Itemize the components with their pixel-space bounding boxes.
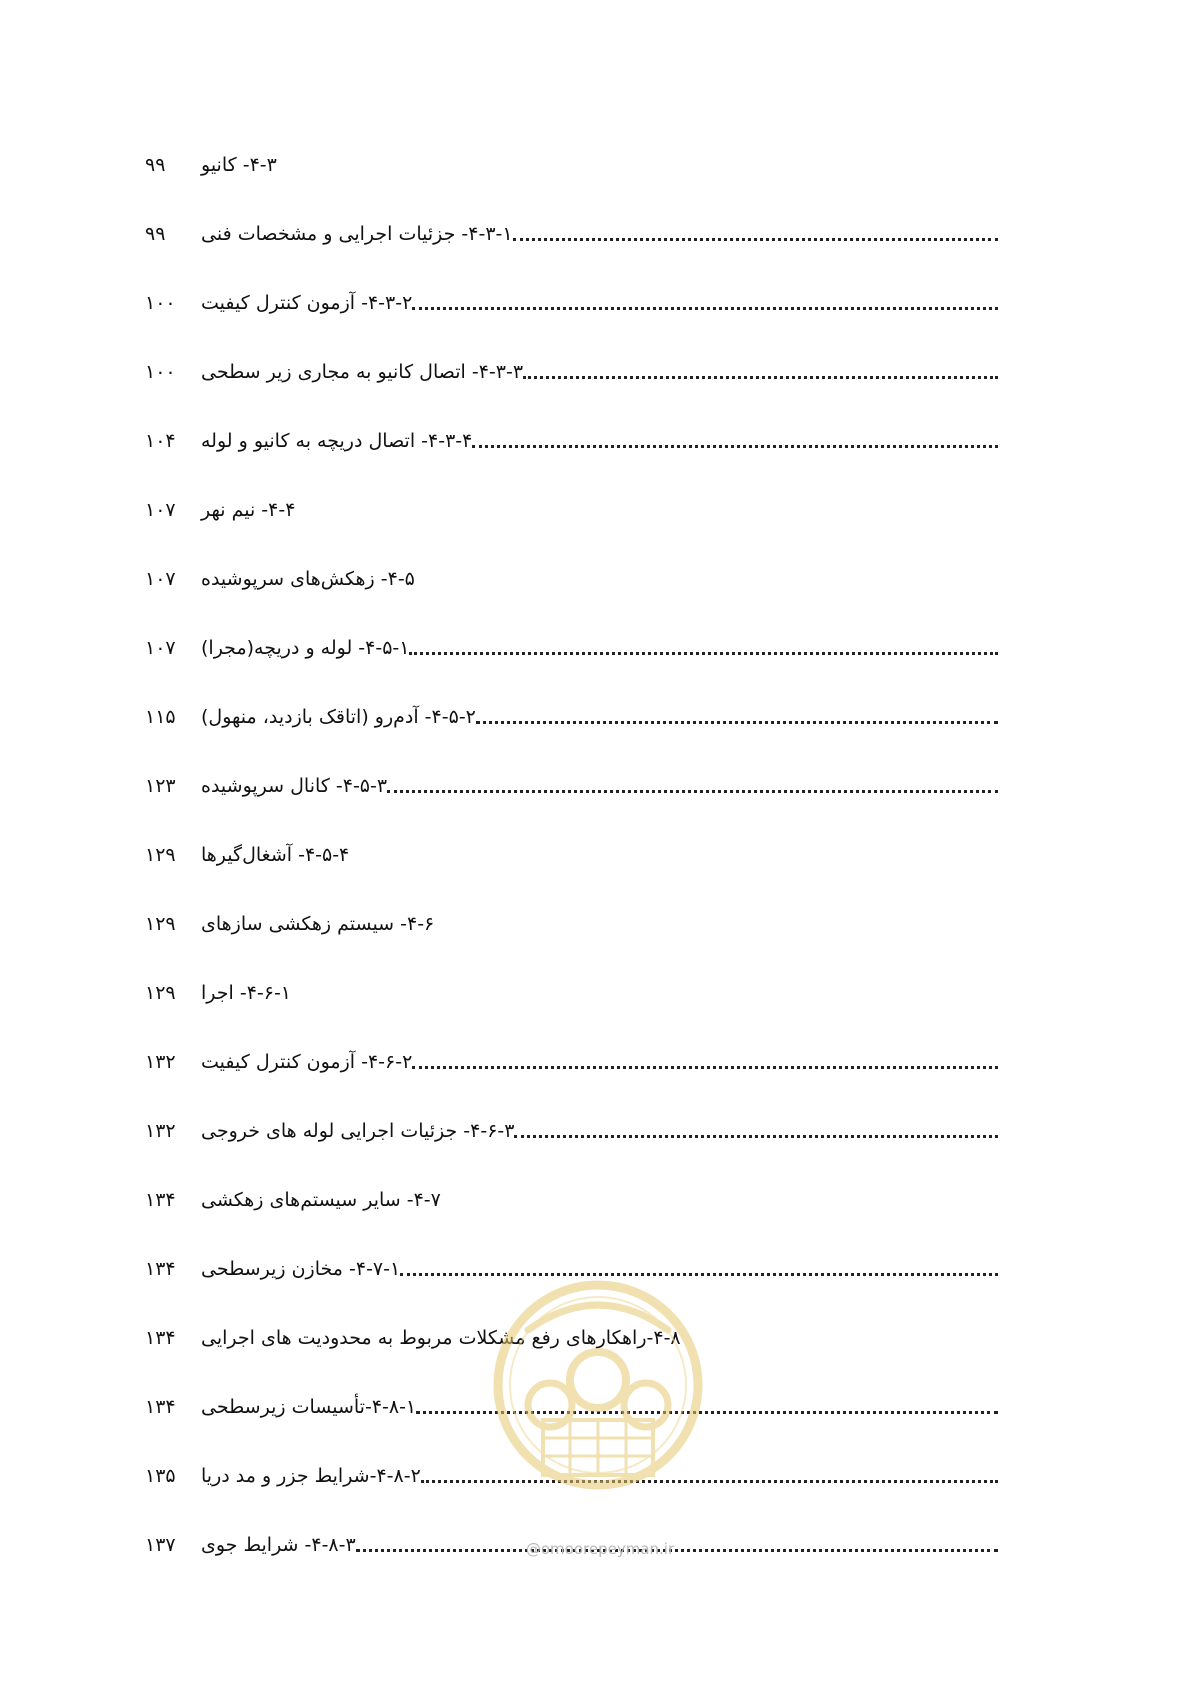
toc-entry-title-line <box>195 495 998 525</box>
dotted-leader <box>421 1480 998 1483</box>
toc-page-number: ۱۰۷ <box>145 499 176 521</box>
dotted-leader <box>513 238 998 241</box>
toc-page-number: ۱۳۵ <box>145 1465 176 1487</box>
toc-page-number: ۱۳۷ <box>145 1534 176 1556</box>
toc-entry-title-line <box>195 288 998 318</box>
toc-page-number: ۱۲۹ <box>145 913 176 935</box>
toc-entry <box>0 1303 1191 1372</box>
toc-page-number: ۱۳۴ <box>145 1396 176 1418</box>
toc-page-number: ۱۳۴ <box>145 1327 176 1349</box>
dotted-leader <box>412 1066 998 1069</box>
toc-entry-title-line <box>195 1254 998 1284</box>
toc-entry-title-line <box>195 771 998 801</box>
toc-entry-title-line <box>195 909 998 939</box>
toc-entry <box>0 337 1191 406</box>
toc-entry <box>0 1096 1191 1165</box>
toc-page-number: ۹۹ <box>145 223 166 245</box>
toc-page-number: ۱۳۴ <box>145 1258 176 1280</box>
toc-page-number: ۱۰۴ <box>145 430 176 452</box>
toc-entry-title-line <box>195 978 998 1008</box>
toc-entry <box>0 544 1191 613</box>
toc-entry <box>0 958 1191 1027</box>
toc-entry <box>0 1234 1191 1303</box>
toc-entry-title-line <box>195 1461 998 1491</box>
toc-entry-title-line <box>195 1047 998 1077</box>
watermark-url-text: omoorepeyman.ir <box>540 1540 675 1558</box>
toc-entry-title-line <box>195 840 998 870</box>
toc-entry <box>0 682 1191 751</box>
dotted-leader <box>409 652 998 655</box>
toc-entry-label: ۴-۶-۳- جزئیات اجرایی لوله های خروجی <box>201 1120 515 1142</box>
toc-entry-label: ۴-۳-۴- اتصال دریچه به کانیو و لوله <box>201 430 473 452</box>
toc-entry-label: ۴-۵-۳- کانال سرپوشیده <box>201 775 388 797</box>
toc-entry <box>0 475 1191 544</box>
toc-entry-title-line <box>195 219 998 249</box>
toc-entry-title-line <box>195 426 998 456</box>
dotted-leader <box>476 721 998 724</box>
toc-entry-title-line <box>195 1392 998 1422</box>
toc-entry-title-line <box>195 702 998 732</box>
toc-entry-label: ۴-۳-۳- اتصال کانیو به مجاری زیر سطحی <box>201 361 524 383</box>
toc-page-number: ۱۰۰ <box>145 292 176 314</box>
toc-page-number: ۱۲۹ <box>145 982 176 1004</box>
toc-entry-label: ۴-۶-۱- اجرا <box>201 982 292 1004</box>
toc-entry-label: ۴-۳- کانیو <box>201 154 277 176</box>
toc-entry-label: ۴-۸-۳- شرایط جوی <box>201 1534 356 1556</box>
toc-entry-label: ۴-۷-۱- مخازن زیرسطحی <box>201 1258 401 1280</box>
dotted-leader <box>387 790 998 793</box>
toc-entry-label: ۴-۳-۲- آزمون کنترل کیفیت <box>201 292 413 314</box>
toc-entry-label: ۴-۴- نیم نهر <box>201 499 296 521</box>
toc-entry-title-line <box>195 1116 998 1146</box>
toc-entry-title-line <box>195 564 998 594</box>
toc-entry <box>0 268 1191 337</box>
toc-page-number: ۱۳۲ <box>145 1120 176 1142</box>
toc-entry-title-line <box>195 1185 998 1215</box>
toc-entry <box>0 1027 1191 1096</box>
dotted-leader <box>514 1135 998 1138</box>
toc-entry-label: ۴-۸-۱-تأسیسات زیرسطحی <box>201 1396 417 1418</box>
toc-entry-title-line <box>195 633 998 663</box>
toc-page-number: ۹۹ <box>145 154 166 176</box>
toc-entry-label: ۴-۳-۱- جزئیات اجرایی و مشخصات فنی <box>201 223 513 245</box>
toc-entry <box>0 406 1191 475</box>
toc-entry-label: ۴-۸-راهکارهای رفع مشکلات مربوط به محدودیت های اجرایی <box>201 1327 681 1349</box>
toc-entry <box>0 199 1191 268</box>
toc-entry <box>0 889 1191 958</box>
dotted-leader <box>400 1273 998 1276</box>
toc-entry <box>0 613 1191 682</box>
dotted-leader <box>416 1411 998 1414</box>
toc-entry-title-line <box>195 1323 998 1353</box>
toc-entry <box>0 820 1191 889</box>
toc-entry-label: ۴-۷- سایر سیستم‌های زهکشی <box>201 1189 441 1211</box>
toc-entry <box>0 1372 1191 1441</box>
toc-entry <box>0 1441 1191 1510</box>
toc-page-number: ۱۰۰ <box>145 361 176 383</box>
toc-entry <box>0 751 1191 820</box>
toc-entry-title-line <box>195 357 998 387</box>
toc-entry-label: ۴-۵-۲- آدم‌رو (اتاقک بازدید، منهول) <box>201 706 476 728</box>
toc-entry-label: ۴-۵- زهکش‌های سرپوشیده <box>201 568 415 590</box>
dotted-leader <box>523 376 998 379</box>
toc-page-number: ۱۳۲ <box>145 1051 176 1073</box>
toc-page-number: ۱۳۴ <box>145 1189 176 1211</box>
toc-entry <box>0 1165 1191 1234</box>
toc-entry-label: ۴-۶- سیستم زهکشی سازهای <box>201 913 435 935</box>
toc-entry-label: ۴-۶-۲- آزمون کنترل کیفیت <box>201 1051 413 1073</box>
toc-page-number: ۱۲۳ <box>145 775 176 797</box>
watermark-url <box>495 1540 705 1558</box>
toc-page-number: ۱۰۷ <box>145 568 176 590</box>
toc-page-number: ۱۲۹ <box>145 844 176 866</box>
toc-entry-label: ۴-۸-۲-شرایط جزر و مد دریا <box>201 1465 421 1487</box>
dotted-leader <box>412 307 998 310</box>
toc-entry-label: ۴-۵-۱- لوله و دریچه(مجرا) <box>201 637 410 659</box>
toc-entry-title-line <box>195 150 998 180</box>
table-of-contents <box>0 130 1191 1579</box>
dotted-leader <box>472 445 998 448</box>
toc-page-number: ۱۱۵ <box>145 706 176 728</box>
toc-page-number: ۱۰۷ <box>145 637 176 659</box>
at-icon: @ <box>525 1540 541 1558</box>
toc-entry <box>0 130 1191 199</box>
toc-entry-label: ۴-۵-۴- آشغال‌گیرها <box>201 844 350 866</box>
